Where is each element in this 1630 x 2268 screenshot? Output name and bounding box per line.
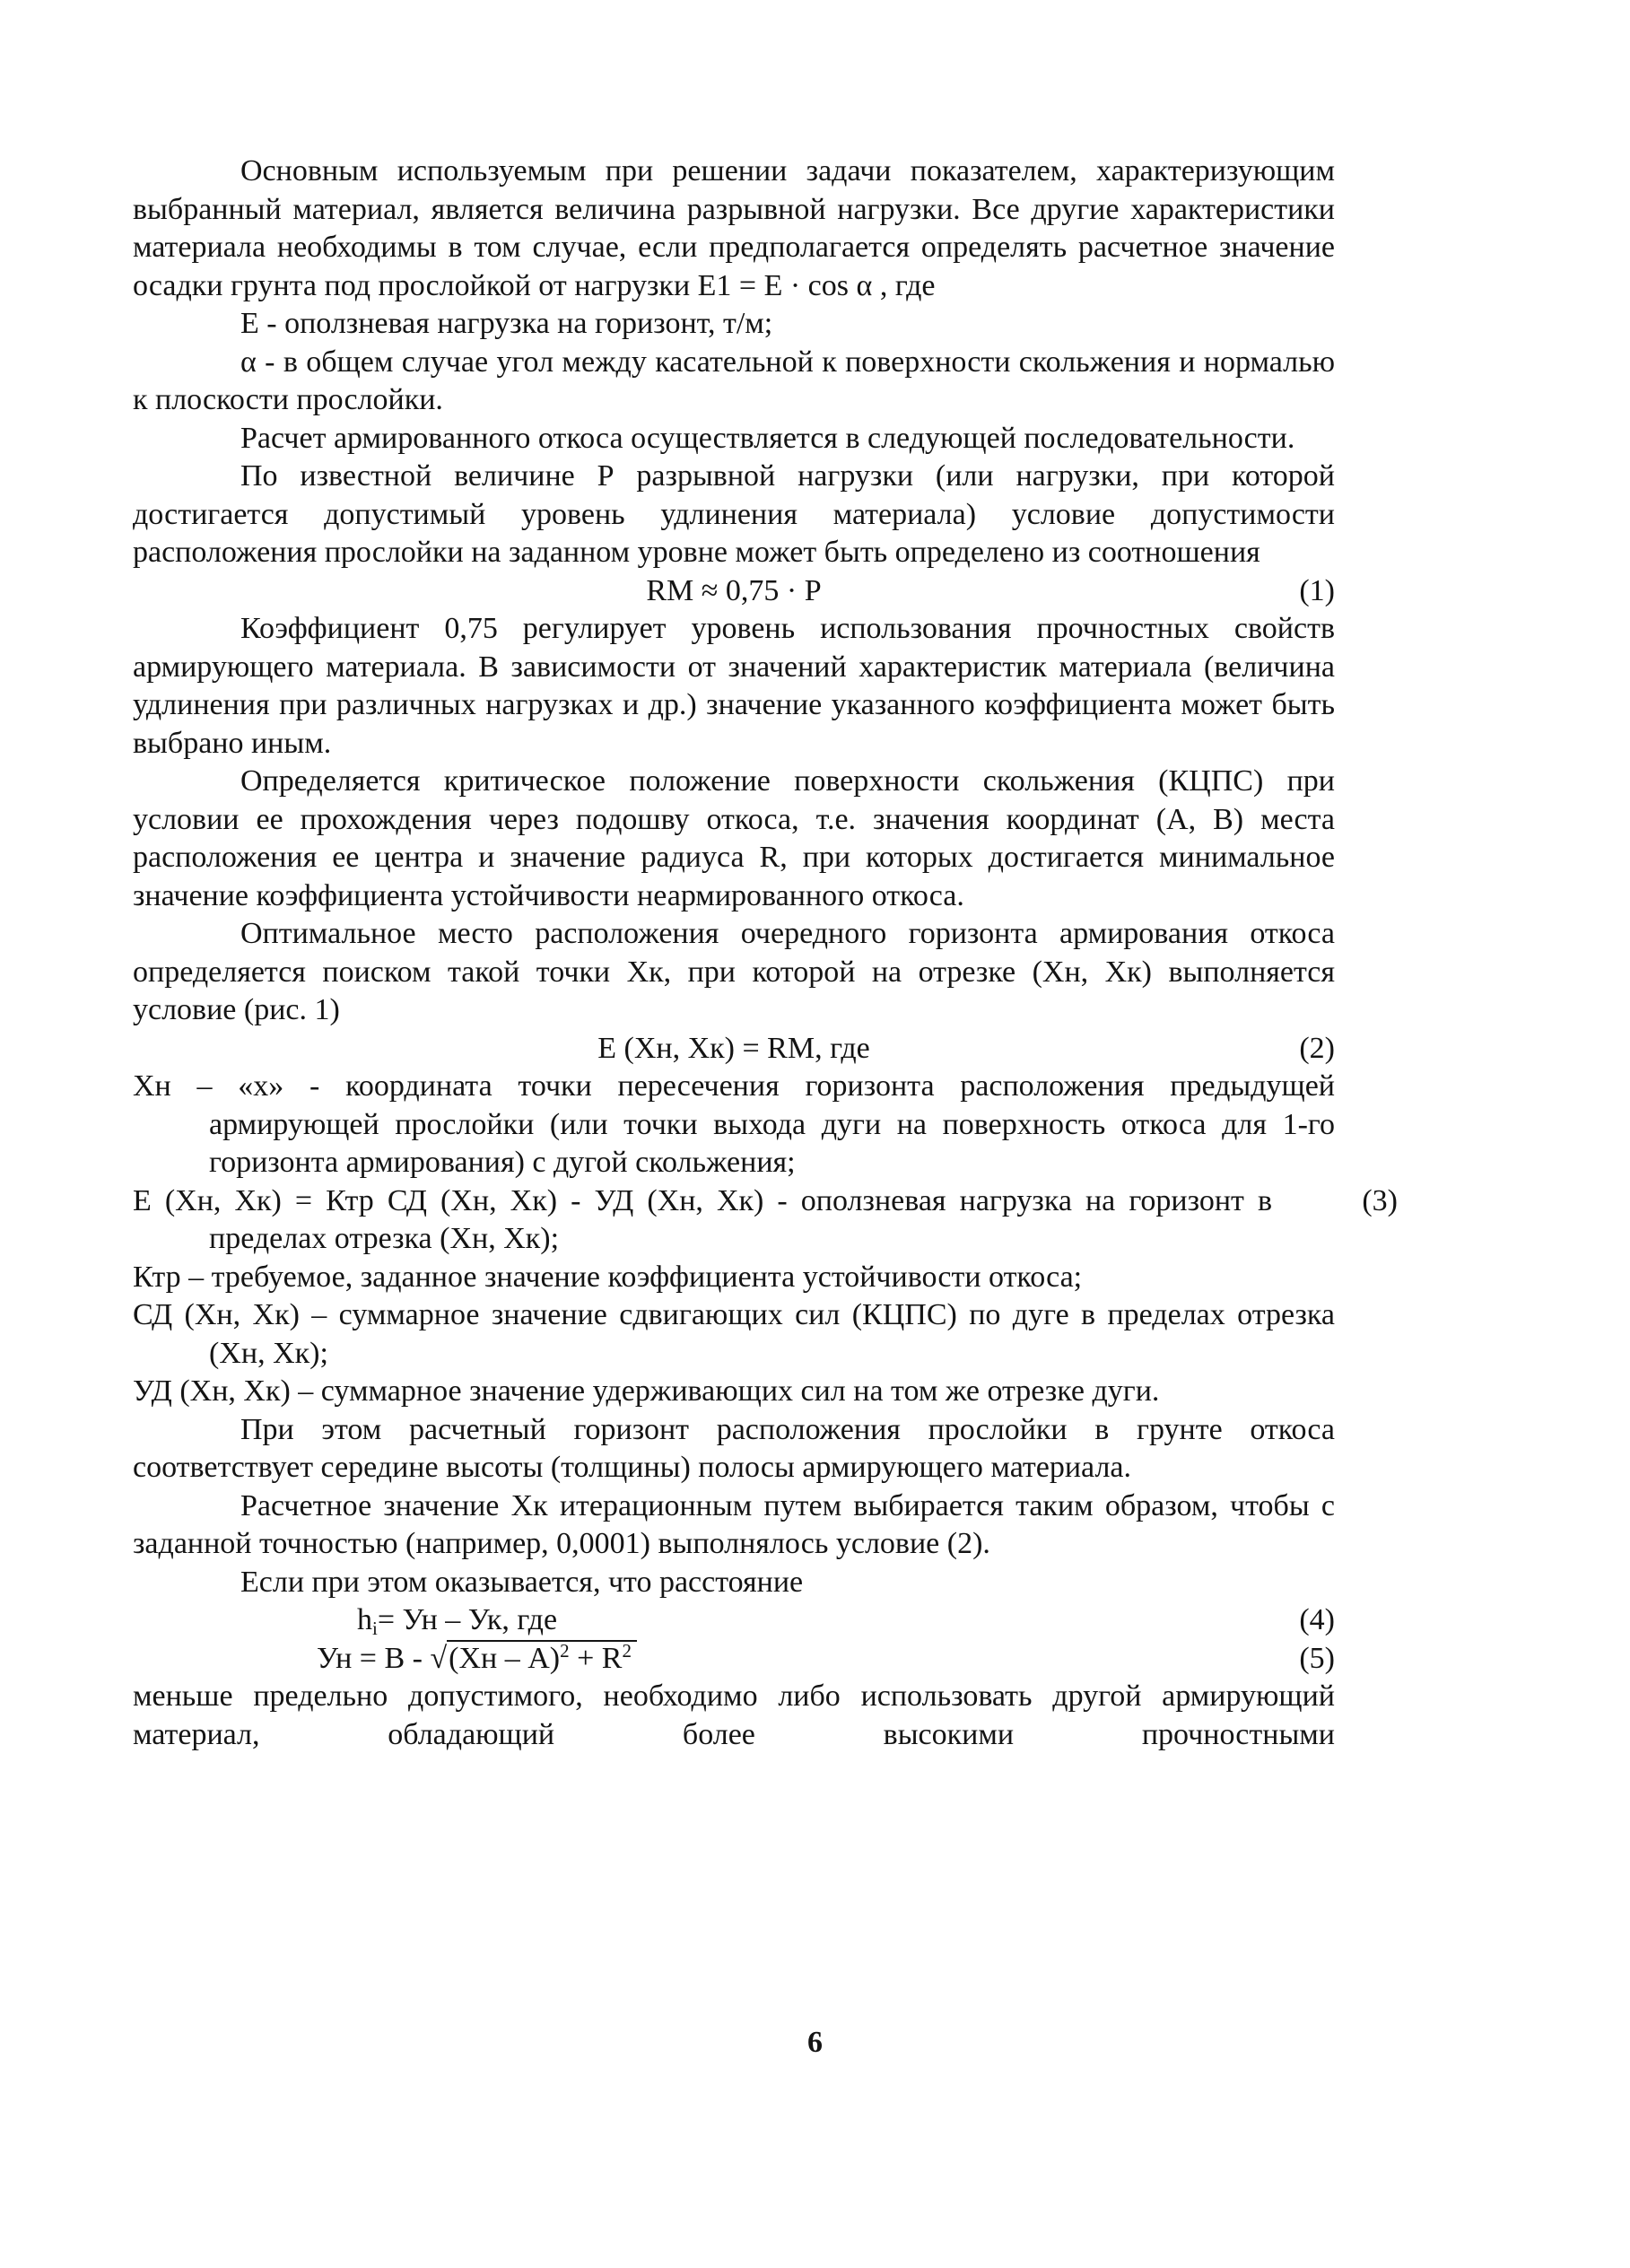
equation-5-radicand-plus: + R bbox=[569, 1641, 623, 1675]
equation-2-body: Е (Хн, Хк) = RM, где bbox=[597, 1031, 870, 1065]
equation-1-number: (1) bbox=[1299, 573, 1335, 607]
paragraph-conclusion: меньше предельно допустимого, необходимо либо использовать другой армирующий материал, обладающий более высокими прочностными bbox=[133, 1679, 1335, 1751]
equation-4-number: (4) bbox=[1299, 1603, 1335, 1636]
equation-2-number: (2) bbox=[1299, 1031, 1335, 1065]
equation-5-radicand-a: (Хн – А) bbox=[449, 1641, 561, 1675]
equation-5-radicand bbox=[447, 1640, 637, 1675]
paragraph-horizon: При этом расчетный горизонт расположения прослойки в грунте откоса соответствует середине высоты (толщины) полосы армирующего материала. bbox=[133, 1412, 1335, 1484]
equation-4-rhs: = Ун – Ук, где bbox=[377, 1603, 558, 1636]
equation-5-lhs: Ун = В - √ bbox=[317, 1641, 448, 1675]
paragraph-sequence: Расчет армированного откоса осуществляется в следующей последовательности. bbox=[240, 421, 1295, 455]
equation-1-body: RM ≈ 0,75 · P bbox=[646, 573, 822, 607]
paragraph-breaking-load: По известной величине Р разрывной нагрузки (или нагрузки, при которой достигается допустимый уровень удлинения материала) условие допустимости расположения прослойки на заданном уровне может быть определено из соотношения bbox=[133, 459, 1335, 569]
definition-alpha: α - в общем случае угол между касательной к поверхности скольжения и нормалью к плоскости прослойки. bbox=[133, 345, 1335, 416]
paragraph-coefficient: Коэффициент 0,75 регулирует уровень использования прочностных свойств армирующего материала. В зависимости от значений характеристик материала (величина удлинения при различных нагрузках и др.) значение указанного коэффициента может быть выбрано иным. bbox=[133, 612, 1335, 760]
equation-4-lhs: h bbox=[357, 1603, 372, 1636]
paragraph-iteration: Расчетное значение Хк итерационным путем выбирается таким образом, чтобы с заданной точностью (например, 0,0001) выполнялось условие (2). bbox=[133, 1488, 1335, 1560]
page-body bbox=[133, 153, 1398, 1754]
equation-3-block bbox=[133, 1182, 1398, 1259]
paragraph-critical-surface: Определяется критическое положение поверхности скольжения (КЦПС) при условии ее прохождения через подошву откоса, т.е. значения координат (А, В) места расположения ее центра и значение радиуса R, при которых достигается минимальное значение коэффициента устойчивости неармированного откоса. bbox=[133, 764, 1335, 912]
equation-5 bbox=[133, 1640, 1335, 1679]
page-number: 6 bbox=[807, 2026, 823, 2059]
paragraph-distance: Если при этом оказывается, что расстояние bbox=[240, 1565, 804, 1599]
equation-5-body bbox=[317, 1640, 637, 1679]
equation-5-exponent-a: 2 bbox=[560, 1639, 570, 1662]
definition-e3: Е (Хн, Хк) = Ктр СД (Хн, Хк) - УД (Хн, Хк) - оползневая нагрузка на горизонт в пределах отрезка (Хн, Хк); bbox=[133, 1183, 1272, 1255]
paragraph-optimal-place: Оптимальное место расположения очередного горизонта армирования откоса определяется поиском такой точки Хк, при которой на отрезке (Хн, Хк) выполняется условие (рис. 1) bbox=[133, 917, 1335, 1026]
equation-4-body bbox=[357, 1601, 557, 1640]
equation-2 bbox=[133, 1030, 1335, 1069]
equation-4 bbox=[133, 1601, 1335, 1640]
equation-4-subscript: i bbox=[372, 1618, 378, 1639]
paragraph-intro: Основным используемым при решении задачи показателем, характеризующим выбранный материал, является величина разрывной нагрузки. Все другие характеристики материала необходимы в том случае, если предполагается определять расчетное значение осадки грунта под прослойкой от нагрузки Е1 = Е · cos α , где bbox=[133, 154, 1335, 302]
definition-sd: СД (Хн, Хк) – суммарное значение сдвигающих сил (КЦПС) по дуге в пределах отрезка (Хн, Хк); bbox=[133, 1298, 1335, 1370]
equation-5-number: (5) bbox=[1299, 1641, 1335, 1675]
definition-ktr: Ктр – требуемое, заданное значение коэффициента устойчивости откоса; bbox=[133, 1260, 1083, 1294]
definition-xn: Хн – «х» - координата точки пересечения горизонта расположения предыдущей армирующей прослойки (или точки выхода дуги на поверхность откоса для 1-го горизонта армирования) с дугой скольжения; bbox=[133, 1069, 1335, 1179]
equation-1 bbox=[133, 572, 1335, 611]
equation-3-number: (3) bbox=[1362, 1183, 1398, 1217]
definition-ud: УД (Хн, Хк) – суммарное значение удерживающих сил на том же отрезке дуги. bbox=[133, 1374, 1160, 1408]
equation-5-exponent-b: 2 bbox=[622, 1639, 632, 1662]
definition-e: Е - оползневая нагрузка на горизонт, т/м; bbox=[240, 307, 773, 340]
